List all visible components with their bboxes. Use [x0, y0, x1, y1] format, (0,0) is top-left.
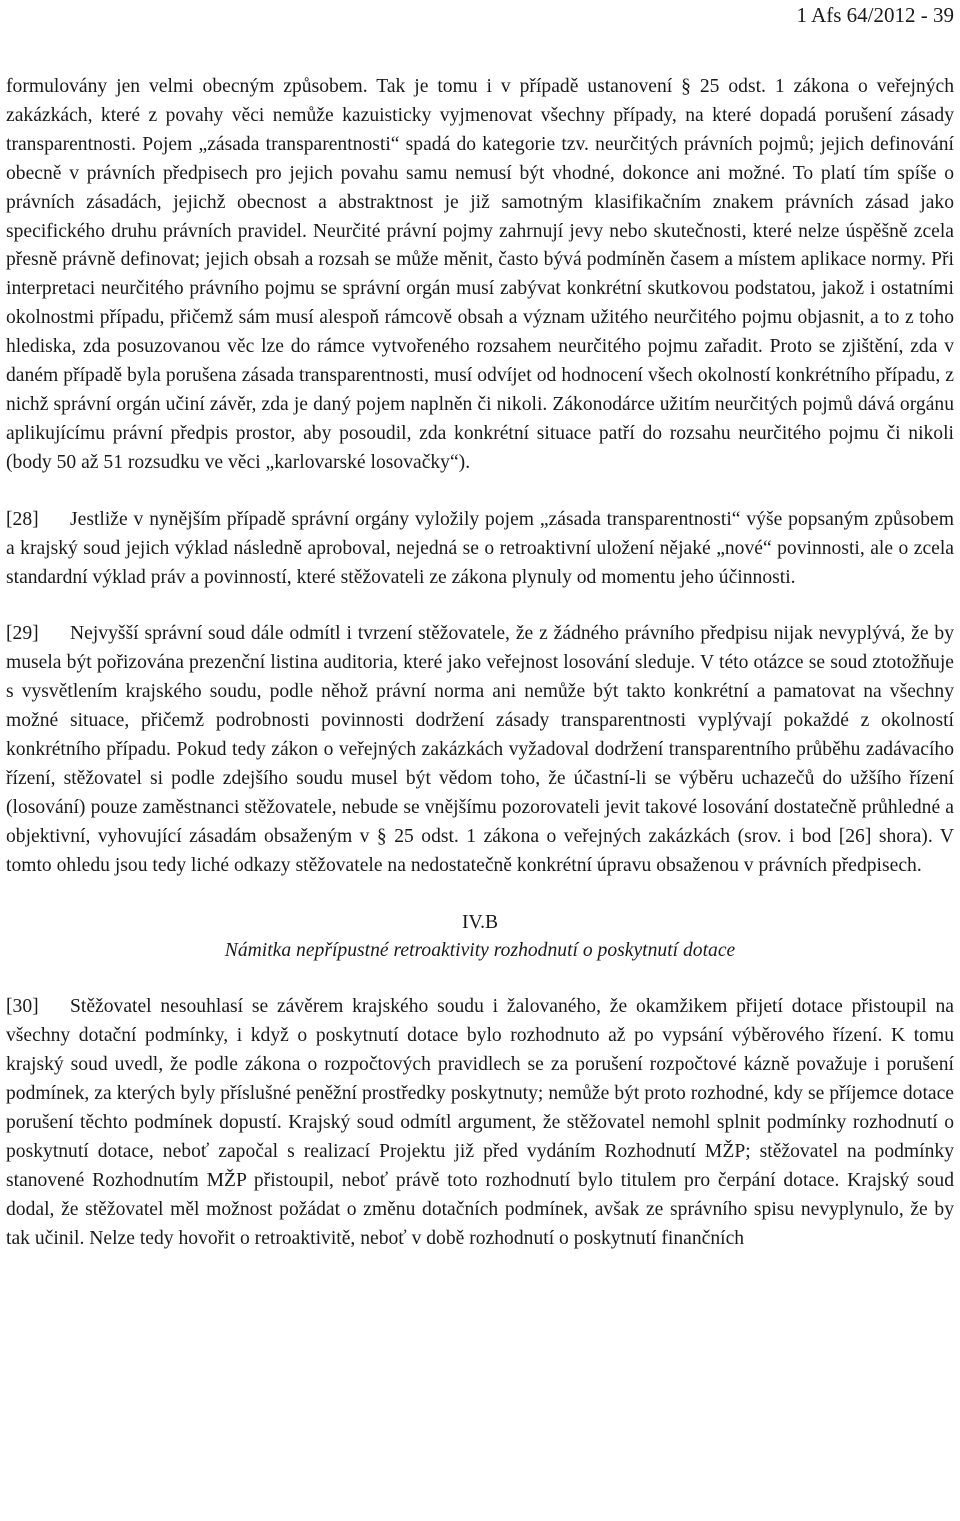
paragraph-28 — [6, 506, 954, 593]
paragraph-text: formulovány jen velmi obecným způsobem. Tak je tomu i v případě ustanovení § 25 odst. 1 zákona o veřejných zakázkách, které z povahy věci nemůže kazuisticky vyjmenovat všechny případy, na které dopadá porušení zásady transparentnosti. Pojem „zásada transparentnosti“ spadá do kategorie tzv. neurčitých právních pojmů; jejich definování obecně v právních předpisech pro jejich povahu samu nemusí být vhodné, dokonce ani možné. To platí tím spíše o právních zásadách, jejichž obecnost a abstraktnost je již samotným klasifikačním znakem právních zásad jako specifického druhu právních pravidel. Neurčité právní pojmy zahrnují jevy nebo skutečnosti, které nelze úspěšně zcela přesně právně definovat; jejich obsah a rozsah se může měnit, často bývá podmíněn časem a místem aplikace normy. Při interpretaci neurčitého právního pojmu se správní orgán musí zabývat konkrétní skutkovou podstatou, jakož i ostatními okolnostmi případu, přičemž sám musí alespoň rámcově obsah a význam užitého neurčitého pojmu objasnit, a to z toho hlediska, zda posuzovanou věc lze do rámce vytvořeného rozsahem neurčitého pojmu zařadit. Proto se zjištění, zda v daném případě byla porušena zásada transparentnosti, musí odvíjet od hodnocení všech okolností konkrétního případu, z nichž správní orgán učiní závěr, zda je daný pojem naplněn či nikoli. Zákonodárce užitím neurčitých pojmů dává orgánu aplikujícímu právní předpis prostor, aby posoudil, zda konkrétní situace patří do rozsahu neurčitého pojmu či nikoli (body 50 až 51 rozsudku ve věci „karlovarské losovačky“). — [6, 76, 954, 473]
paragraph-text: Nejvyšší správní soud dále odmítl i tvrzení stěžovatele, že z žádného právního předpisu nijak nevyplývá, že by musela být pořizována prezenční listina auditoria, které jako veřejnost losování sleduje. V této otázce se soud ztotožňuje s vysvětlením krajského soudu, podle něhož právní norma ani nemůže být takto konkrétní a pamatovat na všechny možné situace, přičemž podrobnosti povinnosti dodržení zásady transparentnosti vyplývají pokaždé z okolností konkrétního případu. Pokud tedy zákon o veřejných zakázkách vyžadoval dodržení transparentního průběhu zadávacího řízení, stěžovatel si podle zdejšího soudu musel být vědom toho, že účastní-li se výběru uchazečů do užšího řízení (losování) pouze zaměstnanci stěžovatele, nebude se vnějšímu pozorovateli jevit takové losování dostatečně průhledné a objektivní, vyhovující zásadám obsaženým v § 25 odst. 1 zákona o veřejných zakázkách (srov. i bod [26] shora). V tomto ohledu jsou tedy liché odkazy stěžovatele na nedostatečně konkrétní úpravu obsaženou v právních předpisech. — [6, 623, 954, 876]
paragraph-30 — [6, 993, 954, 1253]
case-reference: 1 Afs 64/2012 - 39 — [796, 3, 954, 27]
paragraph-number: [28] — [6, 508, 39, 530]
paragraph-text: Stěžovatel nesouhlasí se závěrem krajského soudu i žalovaného, že okamžikem přijetí dotace přistoupil na všechny dotační podmínky, i když o poskytnutí dotace bylo rozhodnuto až po vypsání výběrového řízení. K tomu krajský soud uvedl, že podle zákona o rozpočtových pravidlech se za porušení rozpočtové kázně považuje i porušení podmínek, za kterých byly příslušné peněžní prostředky poskytnuty; nemůže být proto rozhodné, kdy se příjemce dotace porušení těchto podmínek dopustí. Krajský soud odmítl argument, že stěžovatel nemohl splnit podmínky rozhodnutí o poskytnutí dotace, neboť započal s realizací Projektu již před vydáním Rozhodnutí MŽP; stěžovatel na podmínky stanovené Rozhodnutím MŽP přistoupil, neboť právě toto rozhodnutí bylo titulem pro čerpání dotace. Krajský soud dodal, že stěžovatel měl možnost požádat o změnu dotačních podmínek, avšak ze správního spisu nevyplynulo, že by tak učinil. Nelze tedy hovořit o retroaktivitě, neboť v době rozhodnutí o poskytnutí finančních — [6, 996, 954, 1249]
section-number: IV.B — [461, 911, 499, 933]
paragraph-number: [30] — [6, 996, 39, 1018]
paragraph-text: Jestliže v nynějším případě správní orgány vyložily pojem „zásada transparentnosti“ výše popsaným způsobem a krajský soud jejich výklad následně aproboval, nejedná se o retroaktivní uložení nějaké „nové“ povinnosti, ale o zcela standardní výklad práv a povinností, které stěžovateli ze zákona plynuly od momentu jeho účinnosti. — [6, 508, 954, 588]
paragraph-number: [29] — [6, 623, 39, 645]
paragraph-continuation — [6, 73, 954, 478]
paragraph-29 — [6, 620, 954, 880]
section-title: Námitka nepřípustné retroaktivity rozhodnutí o poskytnutí dotace — [224, 940, 736, 962]
document-body — [6, 73, 954, 1254]
